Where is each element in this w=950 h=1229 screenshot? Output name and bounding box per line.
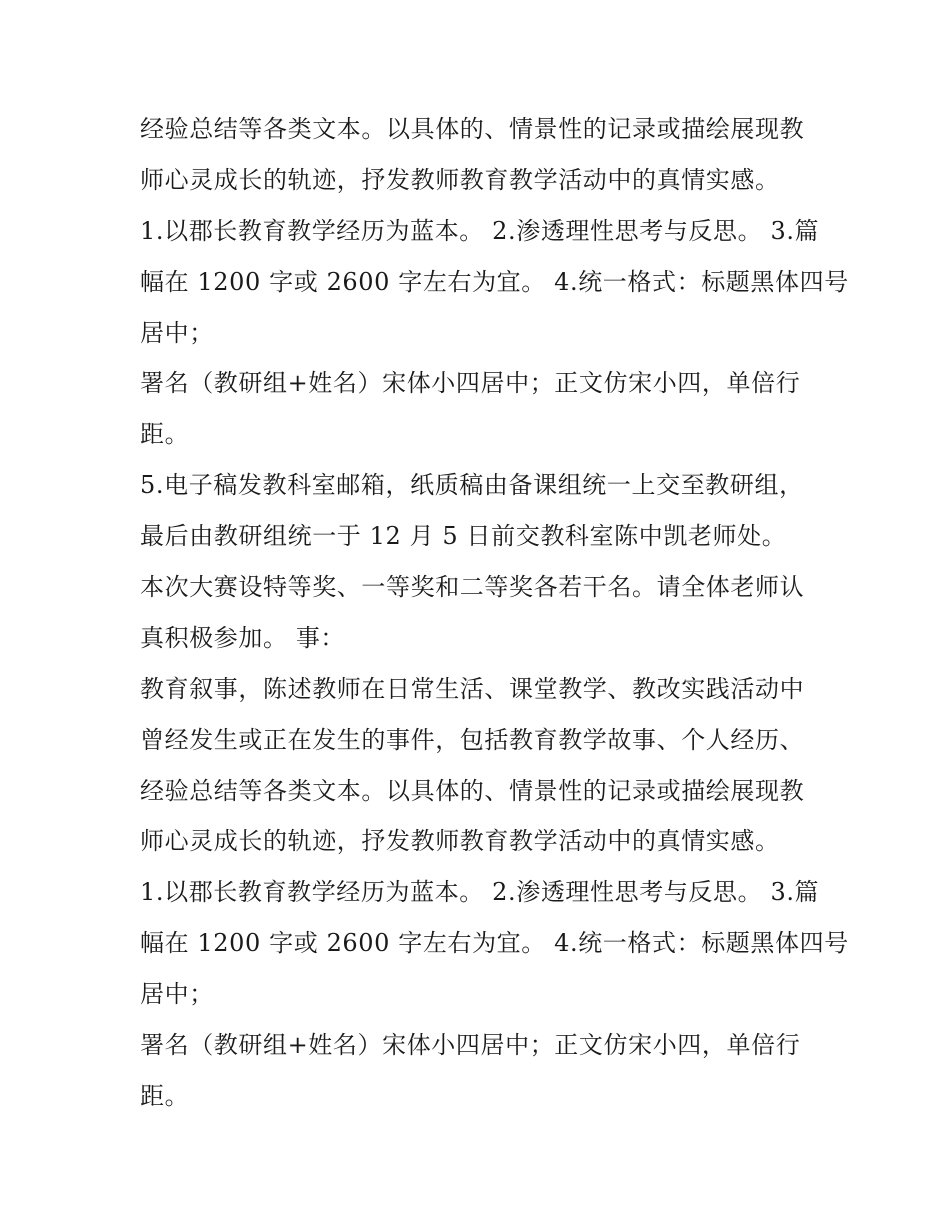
text-line-7: 距。 xyxy=(140,420,190,449)
text-line-6: 署名（教研组+姓名）宋体小四居中；正文仿宋小四，单倍行 xyxy=(140,369,801,398)
text-line-3: 1.以郡长教育教学经历为蓝本。 2.渗透理性思考与反思。 3.篇 xyxy=(140,216,820,245)
text-line-4: 幅在 1200 字或 2600 字左右为宜。 4.统一格式：标题黑体四号 xyxy=(140,267,849,296)
text-line-14: 经验总结等各类文本。以具体的、情景性的记录或描绘展现教 xyxy=(140,776,805,805)
text-line-10: 本次大赛设特等奖、一等奖和二等奖各若干名。请全体老师认 xyxy=(140,573,805,602)
text-line-11: 真积极参加。 事： xyxy=(140,623,346,652)
text-line-2: 师心灵成长的轨迹，抒发教师教育教学活动中的真情实感。 xyxy=(140,165,780,194)
text-line-17: 幅在 1200 字或 2600 字左右为宜。 4.统一格式：标题黑体四号 xyxy=(140,929,849,958)
text-line-20: 距。 xyxy=(140,1081,190,1110)
text-line-5: 居中； xyxy=(140,318,214,347)
text-line-12: 教育叙事，陈述教师在日常生活、课堂教学、教改实践活动中 xyxy=(140,674,805,703)
text-line-15: 师心灵成长的轨迹，抒发教师教育教学活动中的真情实感。 xyxy=(140,827,780,856)
text-line-9: 最后由教研组统一于 12 月 5 日前交教科室陈中凯老师处。 xyxy=(140,522,787,551)
text-line-16: 1.以郡长教育教学经历为蓝本。 2.渗透理性思考与反思。 3.篇 xyxy=(140,878,820,907)
text-line-1: 经验总结等各类文本。以具体的、情景性的记录或描绘展现教 xyxy=(140,115,805,143)
text-line-19: 署名（教研组+姓名）宋体小四居中；正文仿宋小四，单倍行 xyxy=(140,1031,801,1060)
text-line-18: 居中； xyxy=(140,980,214,1009)
text-line-8: 5.电子稿发教科室邮箱，纸质稿由备课组统一上交至教研组， xyxy=(140,471,804,500)
document-body xyxy=(140,104,849,1122)
text-line-13: 曾经发生或正在发生的事件，包括教育教学故事、个人经历、 xyxy=(140,725,805,754)
